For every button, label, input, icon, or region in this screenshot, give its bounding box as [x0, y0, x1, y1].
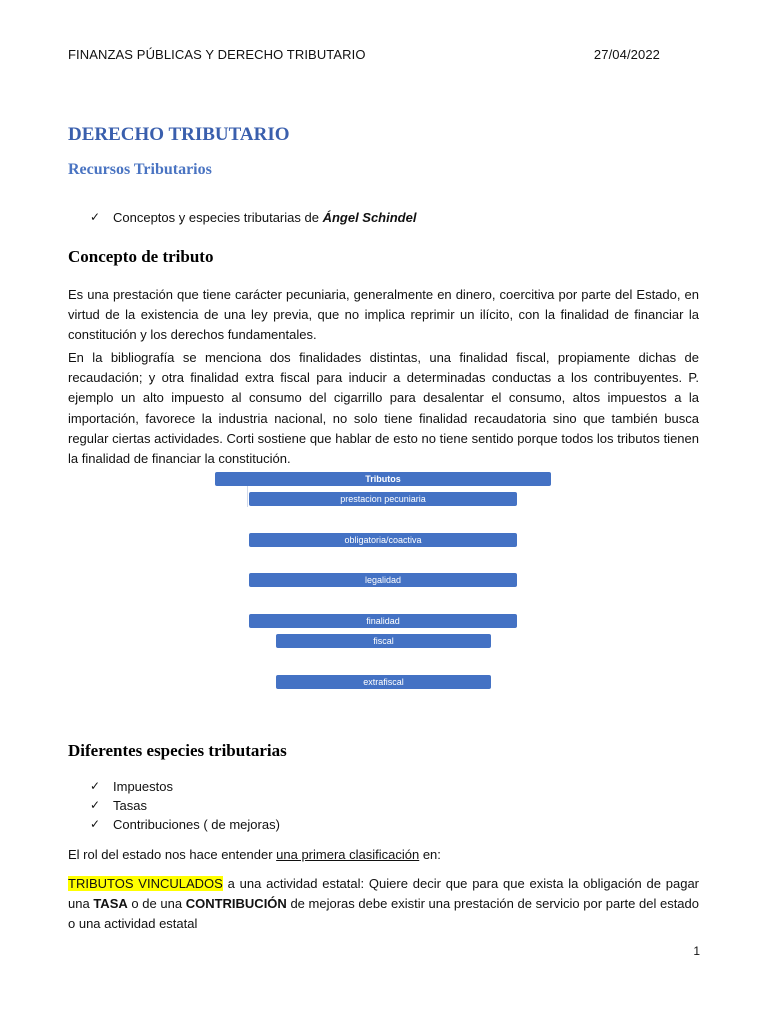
- bullet-item: [90, 796, 147, 815]
- bold-text: CONTRIBUCIÓN: [185, 896, 287, 912]
- page-number: 1: [693, 944, 700, 958]
- paragraph-finalidades: En la bibliografía se menciona dos finalidades distintas, una finalidad fiscal, propiamente dichas de recaudación; y otra finalidad extra fiscal para inducir a determinadas conductas a los contribuyentes. P. ejemplo un alto impuesto al consumo del cigarrillo para desalentar el consumo, altos impuestos a la importación, favorece la industria nacional, no solo tiene finalidad recaudatoria sino que también busca regular ciertas actividades. Corti sostiene que hablar de esto no tiene sentido porque todos los tributos tienen la finalidad de financiar la constitución.: [68, 350, 699, 467]
- author-name: Ángel Schindel: [322, 210, 417, 225]
- header-date: 27/04/2022: [593, 47, 660, 62]
- check-icon: ✓: [90, 210, 101, 224]
- page-title: DERECHO TRIBUTARIO: [68, 124, 290, 145]
- section-heading-concepto: Concepto de tributo: [68, 247, 214, 266]
- bullet-item: [90, 208, 416, 227]
- diagram-item: legalidad: [249, 573, 517, 587]
- bullet-text: Tasas: [113, 798, 147, 813]
- section-heading-especies: Diferentes especies tributarias: [68, 741, 287, 760]
- bullet-item: [90, 777, 173, 796]
- diagram-item: finalidad: [249, 614, 517, 628]
- diagram-root: Tributos: [215, 472, 551, 486]
- bullet-text: Impuestos: [113, 779, 173, 794]
- bullet-text: Contribuciones ( de mejoras): [113, 817, 280, 832]
- underlined-text: una primera clasificación: [276, 847, 420, 862]
- bullet-text: Conceptos y especies tributarias de Ángel Schindel: [113, 210, 417, 225]
- check-icon: ✓: [90, 779, 101, 793]
- paragraph-clasificacion: El rol del estado nos hace entender una primera clasificación en:: [68, 847, 441, 862]
- check-icon: ✓: [90, 798, 101, 812]
- diagram-item: prestacion pecuniaria: [249, 492, 517, 506]
- bold-text: TASA: [93, 896, 128, 912]
- diagram-connector: [247, 486, 248, 507]
- diagram-subitem: extrafiscal: [276, 675, 491, 689]
- highlighted-text: TRIBUTOS VINCULADOS: [68, 876, 223, 891]
- header-title: FINANZAS PÚBLICAS Y DERECHO TRIBUTARIO: [68, 47, 366, 62]
- diagram-subitem: fiscal: [276, 634, 491, 648]
- paragraph-definition: Es una prestación que tiene carácter pecuniaria, generalmente en dinero, coercitiva por parte del Estado, en virtud de la existencia de una ley previa, que no implica reprimir un ilícito, con la finalidad de financiar la constitución y los derechos fundamentales.: [68, 287, 699, 343]
- bullet-item: [90, 815, 280, 834]
- check-icon: ✓: [90, 817, 101, 831]
- diagram-item: obligatoria/coactiva: [249, 533, 517, 547]
- paragraph-vinculados: TRIBUTOS VINCULADOS a una actividad estatal: Quiere decir que para que exista la obligación de pagar una TASA o de una CONTRIBUCIÓN de mejoras debe existir una prestación de servicio por parte del estado o una actividad estatal: [68, 876, 699, 932]
- page-subtitle: Recursos Tributarios: [68, 161, 212, 178]
